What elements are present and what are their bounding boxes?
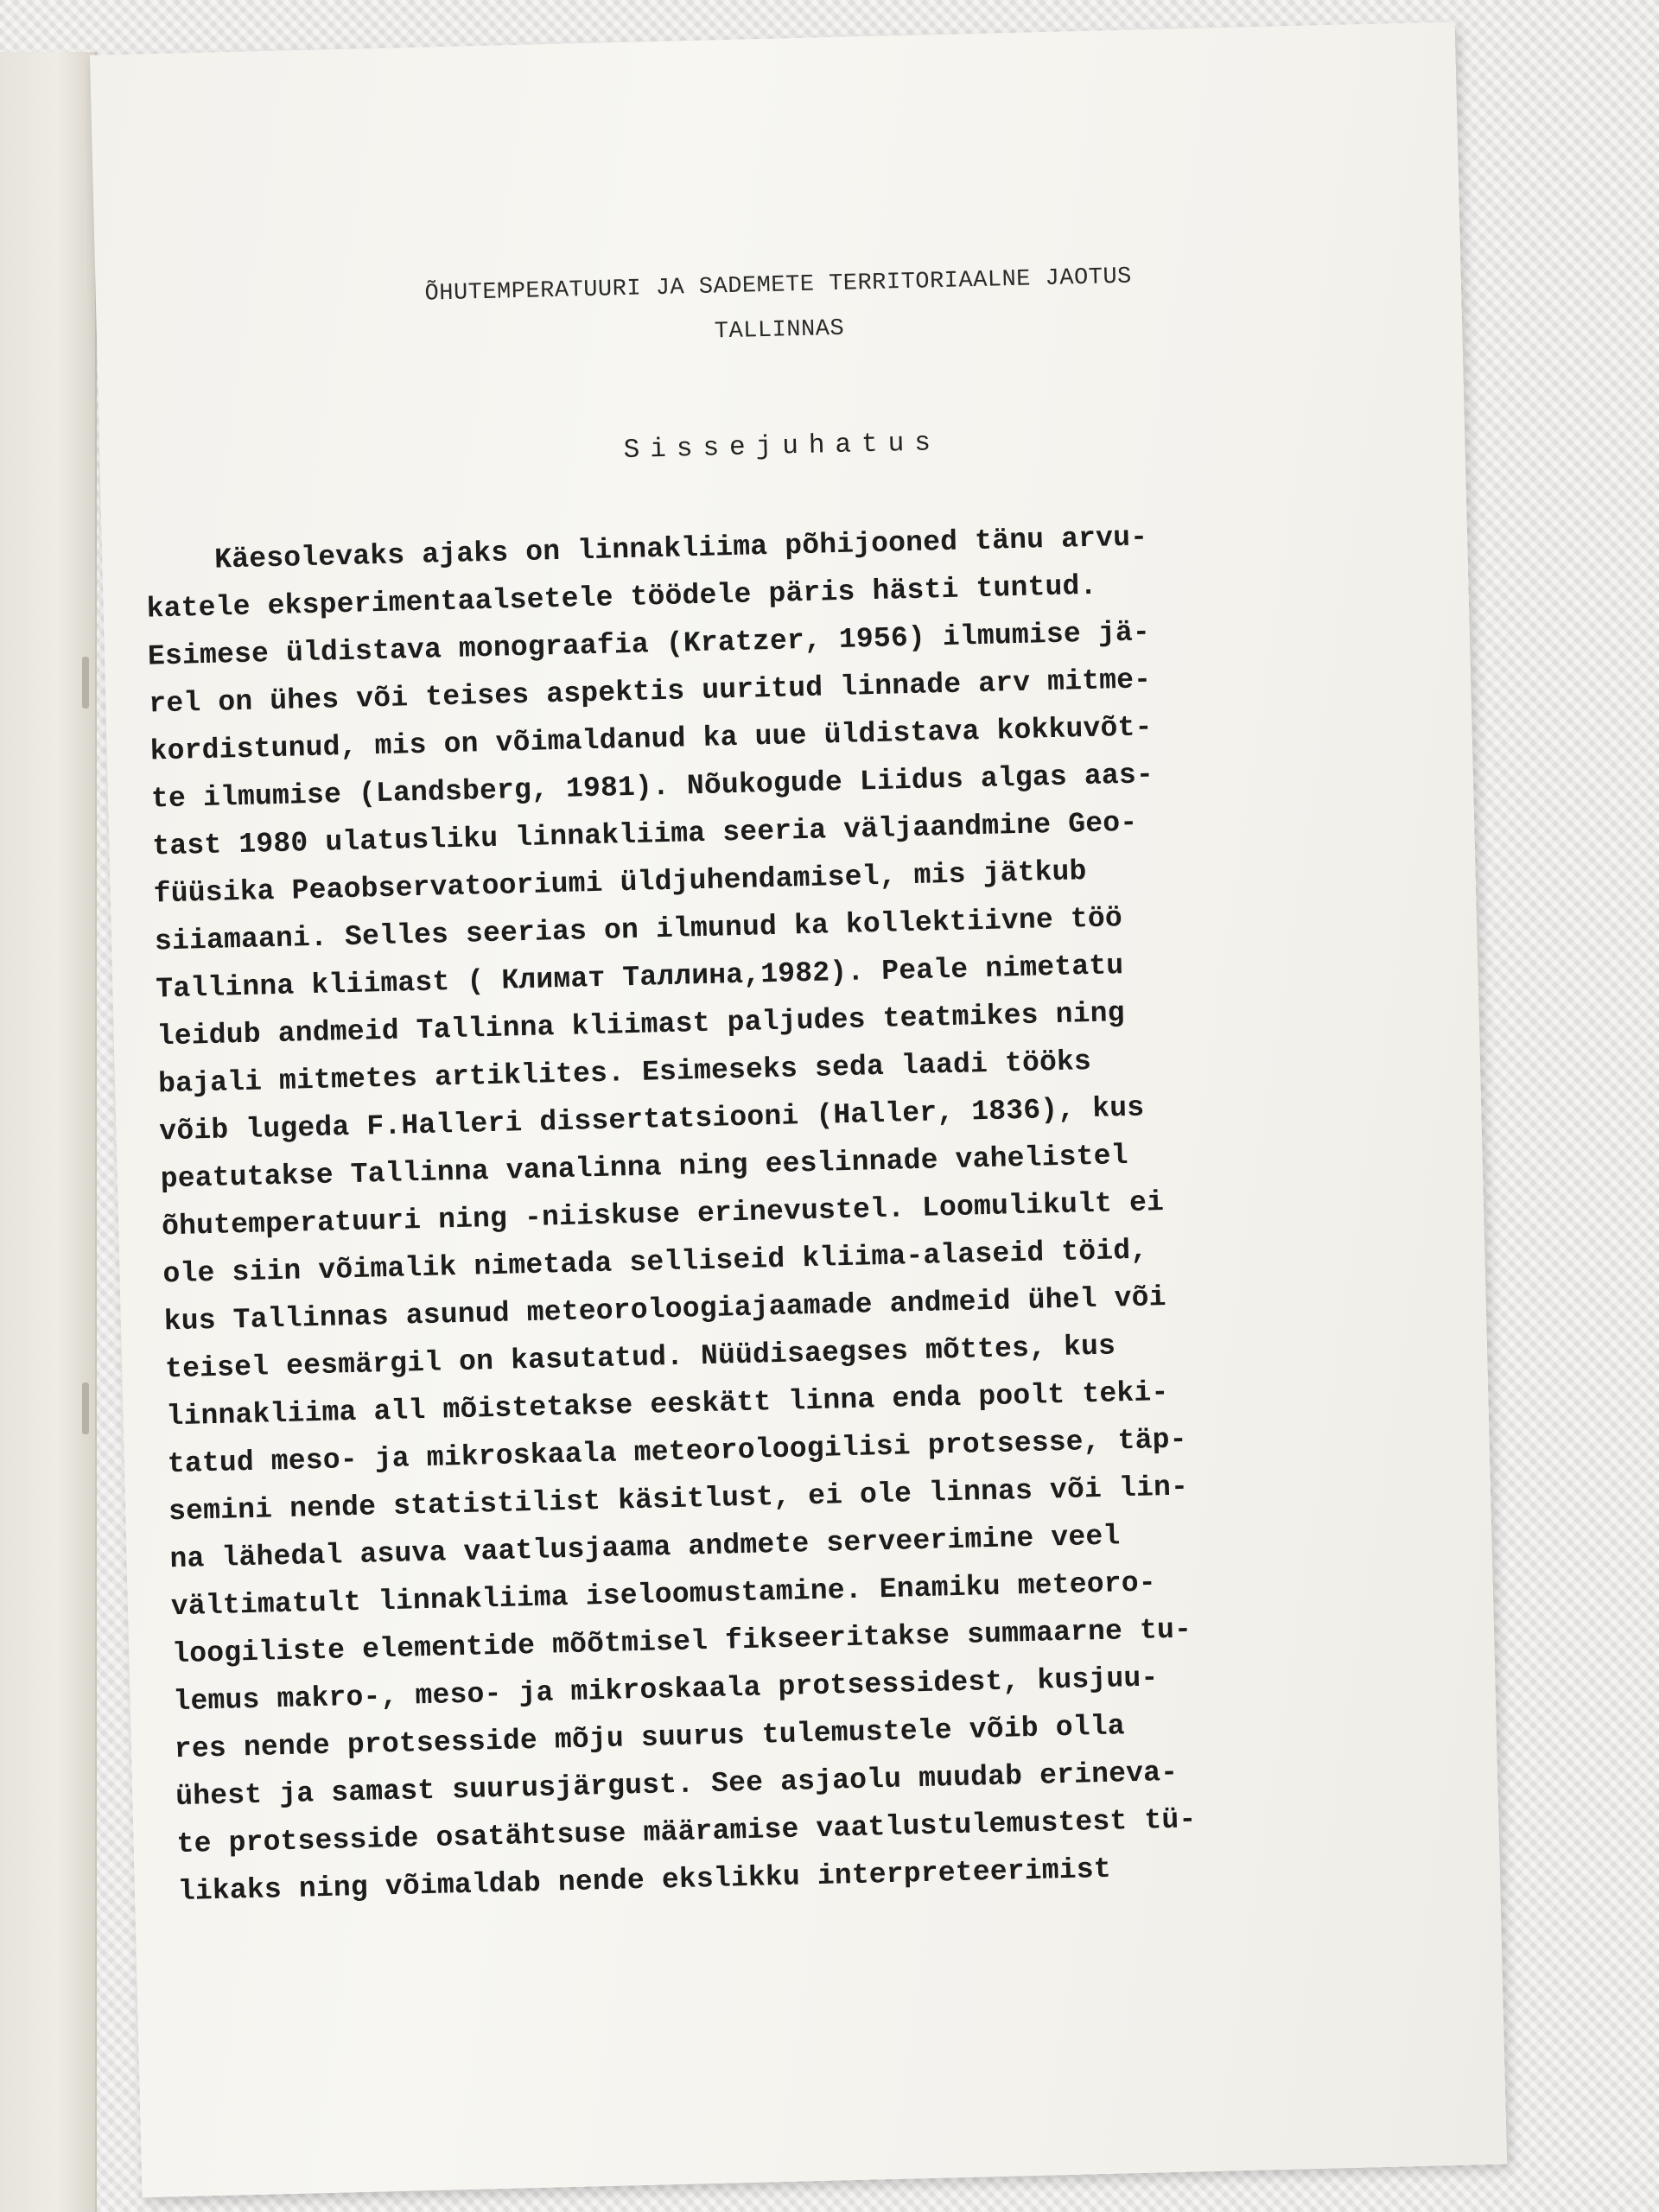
- spine-staple: [82, 657, 89, 709]
- paragraph-line: ühest ja samast suurusjärgust. See asjaolu muudab erineva-: [175, 1756, 1179, 1814]
- paragraph-line: kordistunud, mis on võimaldanud ka uue üldistava kokkuvõt-: [149, 711, 1154, 768]
- paragraph-line: te protsesside osatähtsuse määramise vaatlustulemustest tü-: [176, 1803, 1197, 1861]
- paragraph-line: siiamaani. Selles seerias on ilmunud ka kollektiivne töö: [154, 902, 1123, 958]
- paragraph-line: te ilmumise (Landsberg, 1981). Nõukogude Liidus algas aas-: [150, 759, 1154, 816]
- paragraph-line: võib lugeda F.Halleri dissertatsiooni (Haller, 1836), kus: [159, 1091, 1145, 1148]
- paragraph-line: lemus makro-, meso- ja mikroskaala protsessidest, kusjuu-: [173, 1662, 1159, 1719]
- paragraph-line: leidub andmeid Tallinna kliimast paljudes teatmikes ning: [156, 997, 1126, 1053]
- paragraph-line: Käesolevaks ajaks on linnakliima põhijooned tänu arvu-: [144, 521, 1148, 578]
- paragraph-line: linnakliima all mõistetakse eeskätt linna enda poolt teki-: [166, 1376, 1169, 1433]
- paragraph-line: likaks ning võimaldab nende ekslikku interpreteerimist: [177, 1853, 1112, 1909]
- paragraph-line: kus Tallinnas asunud meteoroloogiajaamade andmeid ühel või: [163, 1281, 1167, 1338]
- intro-paragraph: [145, 506, 1475, 1916]
- spine-staple: [82, 1382, 89, 1434]
- paragraph-line: semini nende statistilist käsitlust, ei ole linnas või lin-: [168, 1471, 1189, 1529]
- paragraph-line: Esimese üldistava monograafia (Kratzer, 1956) ilmumise jä-: [147, 616, 1151, 673]
- paragraph-line: na lähedal asuva vaatlusjaama andmete serveerimine veel: [169, 1520, 1121, 1576]
- paragraph-line: füüsika Peaobservatooriumi üldjuhendamisel, mis jätkub: [153, 855, 1088, 911]
- paragraph-line: ole siin võimalik nimetada selliseid kliima-alaseid töid,: [162, 1234, 1148, 1291]
- paragraph-line: tatud meso- ja mikroskaala meteoroloogilisi protsesse, täp-: [167, 1423, 1188, 1481]
- paragraph-line: bajali mitmetes artiklites. Esimeseks seda laadi tööks: [157, 1046, 1092, 1101]
- title-line: ÕHUTEMPERATUURI JA SADEMETE TERRITORIAALNE JAOTUS: [424, 264, 1133, 308]
- paragraph-line: katele eksperimentaalsetele töödele päris hästi tuntud.: [146, 569, 1097, 626]
- paragraph-line: õhutemperatuuri ning -niiskuse erinevustel. Loomulikult ei: [161, 1186, 1165, 1243]
- title-line: TALLINNAS: [714, 315, 845, 346]
- document-title: [95, 246, 1462, 370]
- paragraph-line: peatutakse Tallinna vanalinna ning eeslinnade vahelistel: [160, 1140, 1129, 1196]
- paragraph-line: loogiliste elementide mõõtmisel fikseeritakse summaarne tu-: [171, 1613, 1192, 1671]
- left-facing-page: [0, 52, 97, 2212]
- typed-page: [90, 22, 1507, 2197]
- paragraph-line: tast 1980 ulatusliku linnakliima seeria väljaandmine Geo-: [151, 806, 1138, 863]
- paragraph-line: res nende protsesside mõju suurus tulemustele võib olla: [174, 1710, 1126, 1766]
- paragraph-line: rel on ühes või teises aspektis uuritud linnade arv mitme-: [148, 664, 1152, 721]
- paragraph-line: teisel eesmärgil on kasutatud. Nüüdisaegses mõttes, kus: [164, 1330, 1116, 1386]
- section-heading: Sissejuhatus: [623, 428, 942, 467]
- paragraph-line: Tallinna kliimast ( Климат Таллина,1982). Peale nimetatu: [155, 950, 1124, 1006]
- paragraph-line: vältimatult linnakliima iseloomustamine. Enamiku meteoro-: [170, 1567, 1157, 1624]
